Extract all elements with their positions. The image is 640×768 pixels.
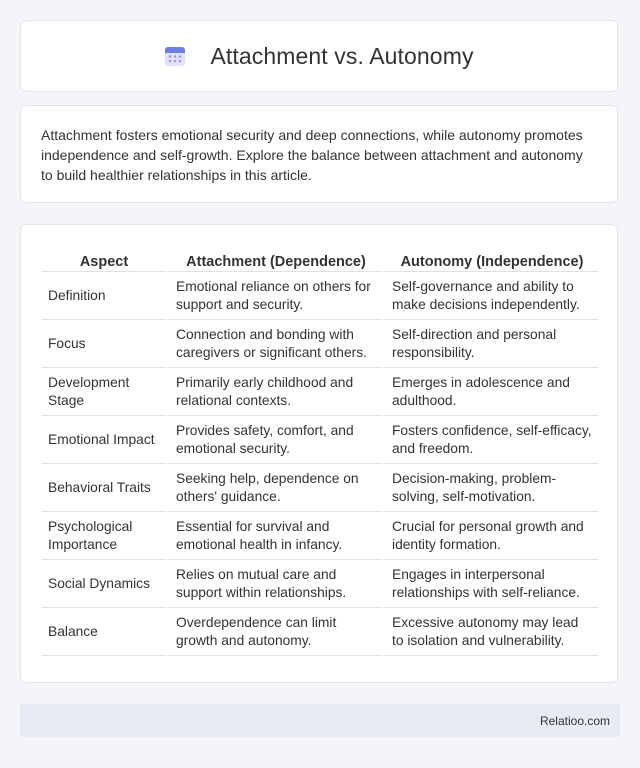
- table-cell: Development Stage: [42, 368, 166, 416]
- column-header: Attachment (Dependence): [166, 245, 382, 272]
- comparison-table-card: [20, 224, 618, 683]
- table-cell: Essential for survival and emotional health in infancy.: [166, 512, 382, 560]
- table-cell: Balance: [42, 608, 166, 656]
- table-cell: Social Dynamics: [42, 560, 166, 608]
- footer-brand: Relatioo.com: [539, 713, 610, 728]
- calendar-icon: [164, 45, 186, 67]
- title-card: [20, 20, 618, 92]
- table-cell: Provides safety, comfort, and emotional security.: [166, 416, 382, 464]
- table-row: [42, 512, 598, 560]
- column-header: Autonomy (Independence): [382, 245, 598, 272]
- table-row: [42, 320, 598, 368]
- table-cell: Decision-making, problem-solving, self-motivation.: [382, 464, 598, 512]
- table-cell: Emerges in adolescence and adulthood.: [382, 368, 598, 416]
- table-cell: Connection and bonding with caregivers or significant others.: [166, 320, 382, 368]
- table-row: [42, 368, 598, 416]
- comparison-table: [42, 245, 598, 656]
- table-cell: Excessive autonomy may lead to isolation and vulnerability.: [382, 608, 598, 656]
- column-header: Aspect: [42, 245, 166, 272]
- page-title: Attachment vs. Autonomy: [210, 42, 474, 69]
- table-cell: Behavioral Traits: [42, 464, 166, 512]
- table-cell: Focus: [42, 320, 166, 368]
- table-cell: Emotional Impact: [42, 416, 166, 464]
- table-cell: Self-governance and ability to make decisions independently.: [382, 272, 598, 320]
- intro-card: [20, 105, 618, 203]
- table-cell: Relies on mutual care and support within relationships.: [166, 560, 382, 608]
- table-row: [42, 464, 598, 512]
- table-cell: Fosters confidence, self-efficacy, and freedom.: [382, 416, 598, 464]
- table-cell: Seeking help, dependence on others' guidance.: [166, 464, 382, 512]
- table-cell: Emotional reliance on others for support and security.: [166, 272, 382, 320]
- table-row: [42, 416, 598, 464]
- footer: [20, 704, 620, 737]
- table-cell: Engages in interpersonal relationships with self-reliance.: [382, 560, 598, 608]
- table-row: [42, 560, 598, 608]
- table-cell: Definition: [42, 272, 166, 320]
- table-cell: Primarily early childhood and relational contexts.: [166, 368, 382, 416]
- table-cell: Psychological Importance: [42, 512, 166, 560]
- table-header-row: [42, 245, 598, 272]
- intro-text: Attachment fosters emotional security and deep connections, while autonomy promotes independence and self-growth. Explore the balance between attachment and autonomy to build healthier relationships in this article.: [41, 127, 583, 183]
- table-row: [42, 608, 598, 656]
- table-row: [42, 272, 598, 320]
- table-cell: Overdependence can limit growth and autonomy.: [166, 608, 382, 656]
- table-cell: Crucial for personal growth and identity formation.: [382, 512, 598, 560]
- table-cell: Self-direction and personal responsibility.: [382, 320, 598, 368]
